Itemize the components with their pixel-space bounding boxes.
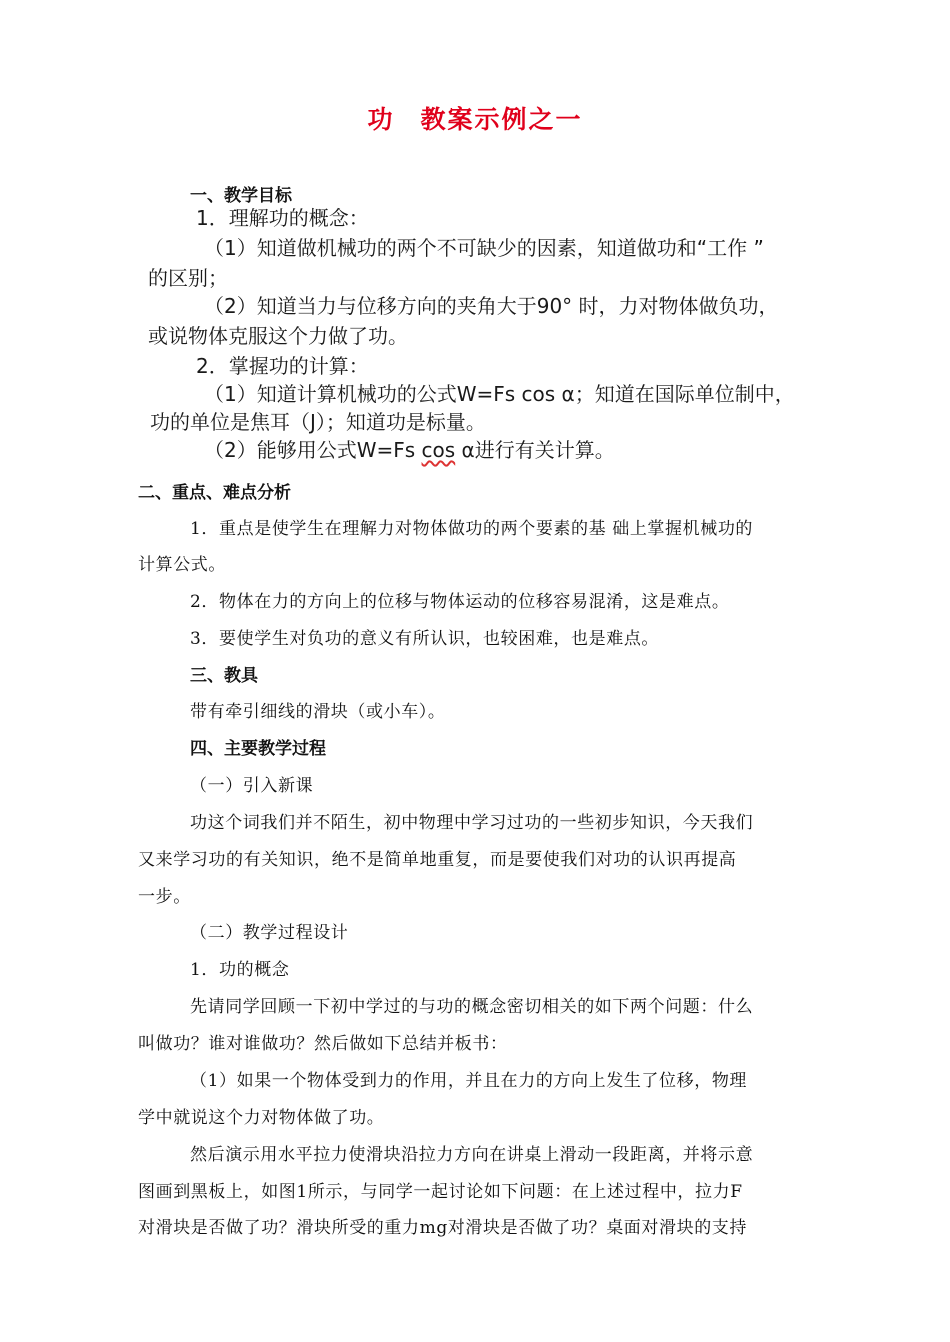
section-heading-process: 四、主要教学过程 [190, 739, 326, 759]
section-heading-goals: 一、教学目标 [190, 186, 292, 206]
process-p2-line-2: 叫做功？谁对谁做功？然后做如下总结并板书： [138, 1034, 508, 1054]
process-p2-line-1: 先请同学回顾一下初中学过的与功的概念密切相关的如下两个问题：什么 [190, 997, 754, 1017]
formula-cos-1: cos [521, 382, 556, 406]
process-p4-line-1: 然后演示用水平拉力使滑块沿拉力方向在讲桌上滑动一段距离，并将示意 [190, 1145, 754, 1165]
keypoints-p3: 3．要使学生对负功的意义有所认识，也较困难，也是难点。 [190, 629, 660, 649]
goals-line-3: 的区别； [148, 266, 228, 290]
goals-line-9-part-b: α进行有关计算。 [455, 438, 615, 462]
section-heading-keypoints: 二、重点、难点分析 [138, 483, 291, 503]
goals-line-2: （1）知道做机械功的两个不可缺少的因素，知道做功和“工作 ” [204, 236, 764, 260]
goals-line-4: （2）知道当力与位移方向的夹角大于90° 时，力对物体做负功， [204, 294, 779, 318]
process-p1-line-3: 一步。 [138, 887, 191, 907]
process-p4-line-2: 图画到黑板上，如图1所示，与同学一起讨论如下问题：在上述过程中，拉力F [138, 1182, 743, 1202]
title-part-2: 教案示例之一 [420, 105, 583, 134]
formula-cos-2: cos [421, 438, 456, 462]
process-subheading-1: （一）引入新课 [190, 776, 314, 796]
page-title [0, 100, 950, 136]
goals-line-6: 2．掌握功的计算： [196, 354, 369, 378]
goals-line-9 [204, 434, 615, 463]
goals-image-block [144, 176, 834, 472]
tools-p1: 带有牵引细线的滑块（或小车）。 [190, 702, 446, 722]
process-p1-line-1: 功这个词我们并不陌生，初中物理中学习过功的一些初步知识，今天我们 [190, 813, 754, 833]
process-subheading-2: （二）教学过程设计 [190, 923, 349, 943]
goals-line-7-part-b: α；知道在国际单位制中， [555, 382, 795, 406]
keypoints-p1-line-1: 1．重点是使学生在理解力对物体做功的两个要素的基 础上掌握机械功的 [190, 519, 754, 539]
title-part-1: 功 [367, 105, 395, 134]
section-heading-tools: 三、教具 [190, 666, 258, 686]
keypoints-p1-line-2: 计算公式。 [138, 555, 226, 575]
goals-line-9-part-a: （2）能够用公式W=Fs [204, 438, 422, 462]
goals-line-1: 1．理解功的概念： [196, 206, 369, 230]
process-p3-line-1: （1）如果一个物体受到力的作用，并且在力的方向上发生了位移，物理 [190, 1071, 748, 1091]
goals-line-5: 或说物体克服这个力做了功。 [148, 324, 408, 348]
goals-line-7-part-a: （1）知道计算机械功的公式W=Fs [204, 382, 522, 406]
goals-line-7 [204, 378, 795, 407]
process-item-1: 1．功的概念 [190, 960, 290, 980]
process-p4-line-3: 对滑块是否做了功？滑块所受的重力mg对滑块是否做了功？桌面对滑块的支持 [138, 1218, 748, 1238]
process-p3-line-2: 学中就说这个力对物体做了功。 [138, 1108, 385, 1128]
goals-line-8: 功的单位是焦耳（J）；知道功是标量。 [150, 410, 486, 434]
process-p1-line-2: 又来学习功的有关知识，绝不是简单地重复，而是要使我们对功的认识再提高 [138, 850, 737, 870]
keypoints-p2: 2．物体在力的方向上的位移与物体运动的位移容易混淆，这是难点。 [190, 592, 730, 612]
